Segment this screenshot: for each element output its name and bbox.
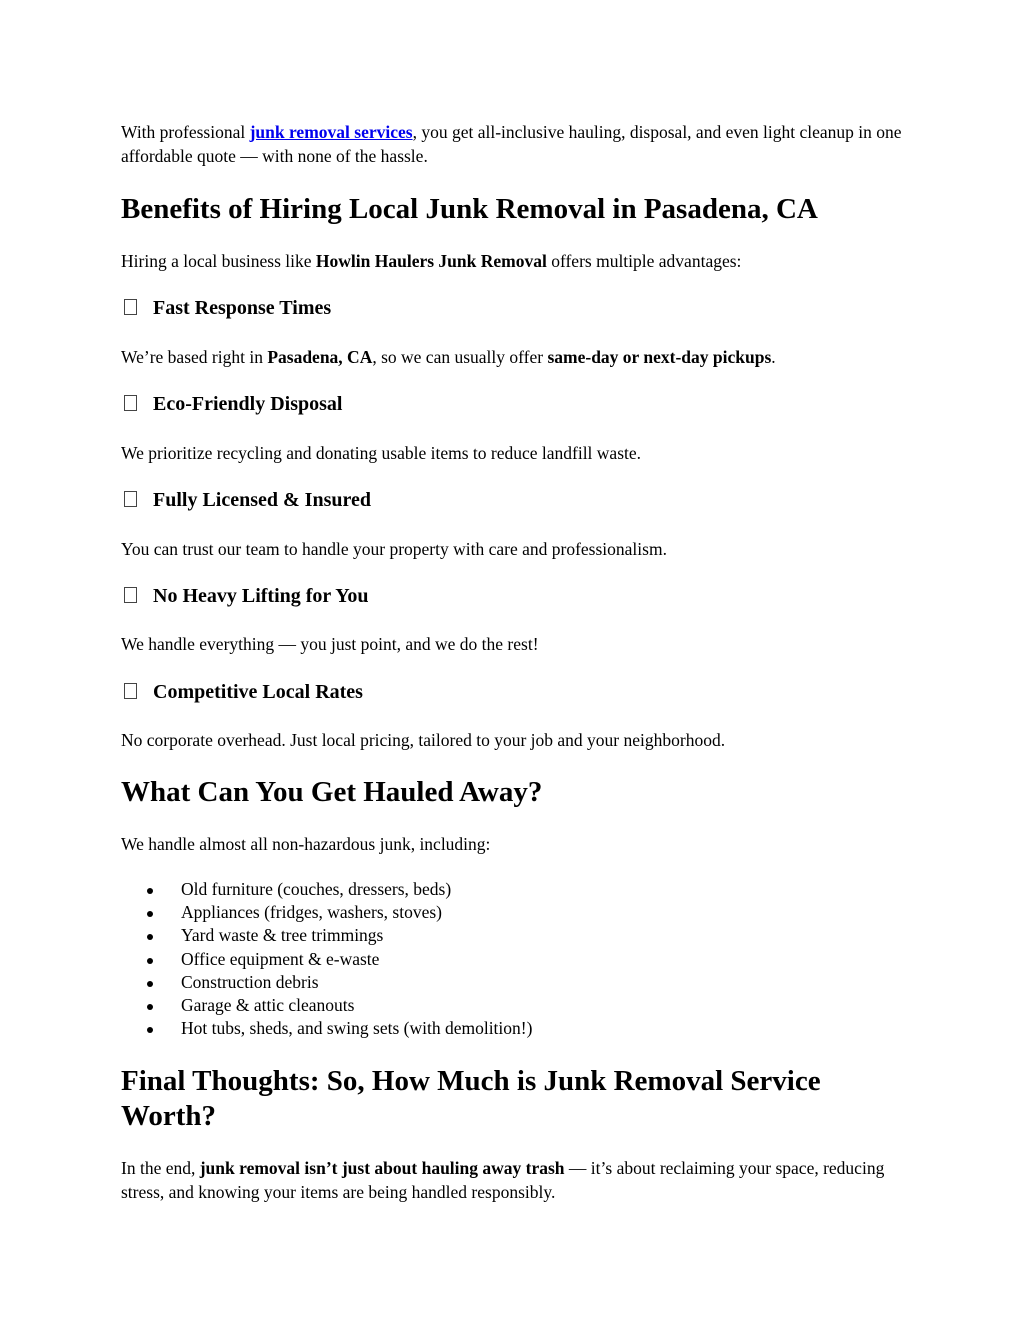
checkbox-symbol-icon [124, 395, 137, 411]
benefit-title-no-lifting: No Heavy Lifting for You [121, 584, 369, 608]
hauled-lead: We handle almost all non-hazardous junk, including: [121, 834, 491, 854]
benefit-text-licensed: You can trust our team to handle your property with care and professionalism. [121, 539, 667, 559]
bullet-icon [147, 911, 153, 917]
benefit-text-no-lifting: We handle everything — you just point, and we do the rest! [121, 634, 539, 654]
final-paragraph: In the end, junk removal isn’t just about hauling away trash — it’s about reclaiming your space, reducing stress, and knowing your items are being handled responsibly. [121, 1158, 885, 1202]
benefit-text-eco-friendly: We prioritize recycling and donating usable items to reduce landfill waste. [121, 443, 642, 463]
checkbox-symbol-icon [124, 587, 137, 603]
bullet-icon [147, 888, 153, 894]
benefits-lead: Hiring a local business like Howlin Haulers Junk Removal offers multiple advantages: [121, 251, 742, 271]
benefit-text-rates: No corporate overhead. Just local pricing, tailored to your job and your neighborhood. [121, 730, 726, 750]
list-item: Office equipment & e-waste [121, 948, 532, 971]
junk-removal-services-link[interactable]: junk removal services [249, 122, 413, 142]
bullet-icon [147, 981, 153, 987]
list-item: Construction debris [121, 971, 532, 994]
list-item: Appliances (fridges, washers, stoves) [121, 901, 532, 924]
bullet-icon [147, 1027, 153, 1033]
bullet-icon [147, 1004, 153, 1010]
hauled-items-list [121, 878, 532, 1040]
benefit-title-licensed: Fully Licensed & Insured [121, 488, 371, 512]
benefit-text-fast-response: We’re based right in Pasadena, CA, so we can usually offer same-day or next-day pickups. [121, 347, 776, 367]
benefit-title-fast-response: Fast Response Times [121, 296, 331, 320]
list-item: Garage & attic cleanouts [121, 994, 532, 1017]
checkbox-symbol-icon [124, 683, 137, 699]
checkbox-symbol-icon [124, 491, 137, 507]
list-item: Old furniture (couches, dressers, beds) [121, 878, 532, 901]
list-item: Hot tubs, sheds, and swing sets (with demolition!) [121, 1017, 532, 1040]
bullet-icon [147, 958, 153, 964]
final-heading: Final Thoughts: So, How Much is Junk Removal Service Worth? [121, 1065, 821, 1132]
list-item: Yard waste & tree trimmings [121, 924, 532, 947]
intro-paragraph: With professional junk removal services, you get all-inclusive hauling, disposal, and even light cleanup in one affordable quote — with none of the hassle. [121, 122, 902, 166]
hauled-heading: What Can You Get Hauled Away? [121, 776, 543, 808]
bullet-icon [147, 934, 153, 940]
benefit-title-rates: Competitive Local Rates [121, 680, 363, 704]
benefits-heading: Benefits of Hiring Local Junk Removal in Pasadena, CA [121, 193, 818, 225]
benefit-title-eco-friendly: Eco-Friendly Disposal [121, 392, 342, 416]
checkbox-symbol-icon [124, 299, 137, 315]
